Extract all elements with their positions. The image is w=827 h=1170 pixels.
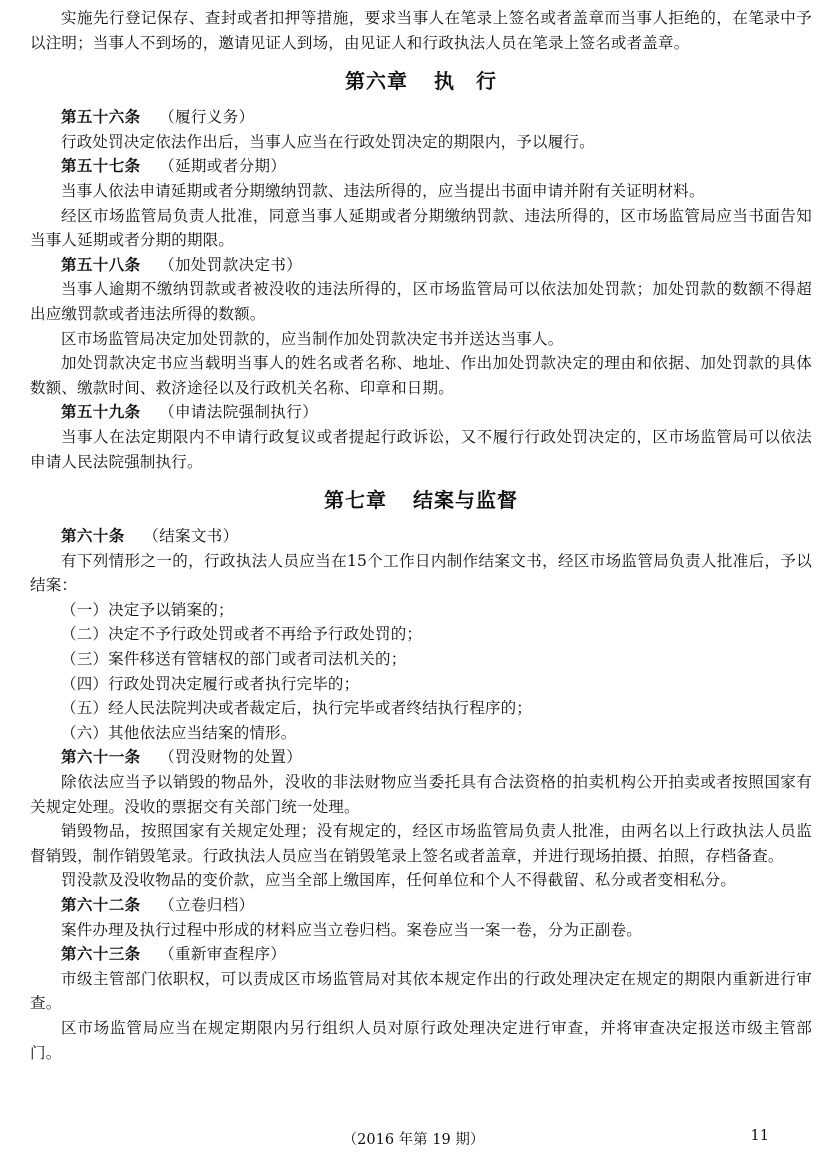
paragraph: 经区市场监管局负责人批准，同意当事人延期或者分期缴纳罚款、违法所得的，区市场监管局应当书面告知当事人延期或者分期的期限。 bbox=[30, 206, 812, 250]
list-item: （五）经人民法院判决或者裁定后，执行完毕或者终结执行程序的； bbox=[61, 699, 533, 718]
article-number: 第五十九条 bbox=[61, 402, 141, 422]
article-heading-63 bbox=[30, 942, 812, 967]
list-item: （三）案件移送有管辖权的部门或者司法机关的； bbox=[61, 650, 407, 669]
article-heading-57 bbox=[30, 154, 812, 179]
article-topic: （结案文书） bbox=[143, 527, 239, 546]
paragraph: 有下列情形之一的，行政执法人员应当在15个工作日内制作结案文书，经区市场监管局负责人批准后，予以结案： bbox=[30, 551, 812, 595]
list-item: （六）其他依法应当结案的情形。 bbox=[61, 723, 297, 742]
paragraph: 行政处罚决定依法作出后，当事人应当在行政处罚决定的期限内，予以履行。 bbox=[61, 132, 595, 151]
article-topic: （罚没财物的处置） bbox=[159, 748, 303, 767]
article-number: 第五十七条 bbox=[61, 156, 141, 176]
article-number: 第六十条 bbox=[61, 526, 125, 546]
paragraph: 销毁物品，按照国家有关规定处理；没有规定的，经区市场监管局负责人批准，由两名以上行政执法人员监督销毁，制作销毁笔录。行政执法人员应当在销毁笔录上签名或者盖章，并进行现场拍摄、拍照，存档备查。 bbox=[30, 822, 812, 865]
paragraph: 市级主管部门依职权，可以责成区市场监管局对其依本规定作出的行政处理决定在规定的期限内重新进行审查。 bbox=[30, 969, 812, 1013]
article-number: 第六十二条 bbox=[61, 895, 141, 914]
paragraph: 实施先行登记保存、查封或者扣押等措施，要求当事人在笔录上签名或者盖章而当事人拒绝的，在笔录中予以注明；当事人不到场的，邀请见证人到场，由见证人和行政执法人员在笔录上签名或者盖章。 bbox=[30, 9, 812, 52]
article-number: 第五十六条 bbox=[61, 107, 141, 127]
paragraph: 案件办理及执行过程中形成的材料应当立卷归档。案卷应当一案一卷，分为正副卷。 bbox=[61, 920, 642, 939]
article-heading-61 bbox=[30, 745, 812, 770]
article-number: 第五十八条 bbox=[61, 254, 141, 274]
chapter-number: 第六章 bbox=[345, 69, 408, 94]
article-topic: （申请法院强制执行） bbox=[159, 403, 319, 422]
chapter-title: 结案与监督 bbox=[413, 488, 518, 513]
article-heading-58 bbox=[30, 253, 812, 278]
paragraph: 当事人依法申请延期或者分期缴纳罚款、违法所得的，应当提出书面申请并附有关证明材料。 bbox=[61, 181, 705, 200]
chapter-heading-6 bbox=[30, 69, 812, 93]
page-number: 11 bbox=[750, 1128, 769, 1144]
document-page bbox=[30, 6, 812, 1065]
list-item: （二）决定不予行政处罚或者不再给予行政处罚的； bbox=[61, 625, 423, 644]
paragraph: 当事人逾期不缴纳罚款或者被没收的违法所得的，区市场监管局可以依法加处罚款；加处罚款的数额不得超出应缴罚款或者违法所得的数额。 bbox=[30, 280, 812, 323]
issue-label: （2016 年第 19 期） bbox=[342, 1132, 485, 1148]
chapter-number: 第七章 bbox=[324, 488, 387, 513]
article-topic: （加处罚款决定书） bbox=[159, 255, 303, 274]
article-topic: （履行义务） bbox=[159, 108, 255, 127]
article-heading-59 bbox=[30, 400, 812, 425]
list-item: （一）决定予以销案的； bbox=[61, 600, 234, 619]
article-topic: （延期或者分期） bbox=[159, 157, 287, 176]
article-heading-62 bbox=[30, 893, 812, 918]
paragraph: 区市场监管局应当在规定期限内另行组织人员对原行政处理决定进行审查，并将审查决定报送市级主管部门。 bbox=[30, 1018, 812, 1062]
paragraph: 除依法应当予以销毁的物品外，没收的非法财物应当委托具有合法资格的拍卖机构公开拍卖或者按照国家有关规定处理。没收的票据交有关部门统一处理。 bbox=[30, 773, 812, 816]
list-item: （四）行政处罚决定履行或者执行完毕的； bbox=[61, 674, 360, 693]
paragraph: 加处罚款决定书应当载明当事人的姓名或者名称、地址、作出加处罚款决定的理由和依据、加处罚款的具体数额、缴款时间、救济途径以及行政机关名称、印章和日期。 bbox=[30, 354, 812, 397]
chapter-heading-7 bbox=[30, 488, 812, 512]
paragraph: 区市场监管局决定加处罚款的，应当制作加处罚款决定书并送达当事人。 bbox=[61, 329, 564, 348]
page-footer bbox=[0, 1128, 827, 1150]
article-heading-56 bbox=[30, 105, 812, 130]
article-topic: （重新审查程序） bbox=[159, 945, 287, 964]
article-number: 第六十一条 bbox=[61, 747, 141, 767]
article-number: 第六十三条 bbox=[61, 944, 141, 964]
paragraph: 当事人在法定期限内不申请行政复议或者提起行政诉讼，又不履行行政处罚决定的，区市场监管局可以依法申请人民法院强制执行。 bbox=[30, 427, 812, 471]
article-topic: （立卷归档） bbox=[159, 896, 255, 914]
article-heading-60 bbox=[30, 524, 812, 549]
chapter-title: 执 行 bbox=[434, 69, 497, 94]
paragraph: 罚没款及没收物品的变价款，应当全部上缴国库，任何单位和个人不得截留、私分或者变相私分。 bbox=[61, 871, 737, 890]
